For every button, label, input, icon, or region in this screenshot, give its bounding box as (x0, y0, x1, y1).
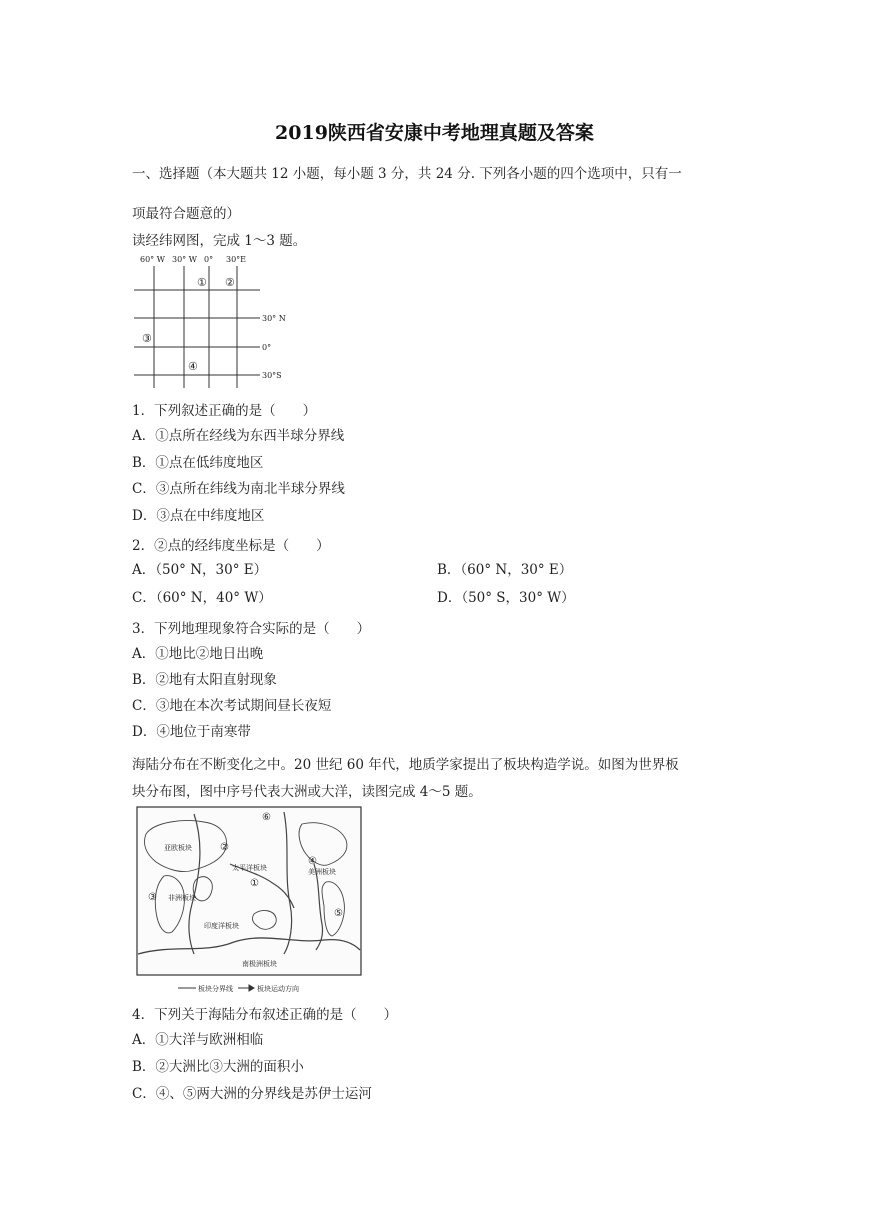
map-number: ③ (148, 892, 157, 903)
map-number: ② (220, 842, 229, 853)
point-marker: ① (197, 276, 207, 289)
map-number: ⑤ (334, 908, 343, 919)
intro-plates: 海陆分布在不断变化之中。20 世纪 60 年代，地质学家提出了板块构造学说。如图为世界板 (132, 757, 679, 773)
plate-label: 印度洋板块 (204, 922, 239, 930)
lon-label: 30°E (226, 255, 247, 264)
map-number: ① (250, 878, 259, 889)
map-number: ⑥ (262, 812, 271, 823)
option: D．（50° S，30° W） (437, 590, 575, 606)
map-number: ④ (308, 856, 317, 867)
question-3: 3．下列地理现象符合实际的是（ ） (132, 621, 371, 637)
world-plate-map (134, 804, 366, 996)
legend-boundary: 板块分界线 (198, 985, 233, 993)
lat-label: 0° (262, 343, 272, 352)
option: D．③点在中纬度地区 (132, 508, 265, 524)
plate-label: 南极洲板块 (242, 960, 277, 968)
option: B．①点在低纬度地区 (132, 455, 264, 471)
section-heading-cont: 项最符合题意的） (132, 206, 240, 222)
plate-label: 太平洋板块 (232, 864, 267, 872)
question-1: 1．下列叙述正确的是（ ） (132, 403, 317, 419)
option: A．①地比②地日出晚 (132, 646, 264, 662)
lat-lon-grid-map (130, 254, 290, 392)
page-title: 2019陕西省安康中考地理真题及答案 (275, 122, 594, 144)
plate-label: 美洲板块 (308, 868, 336, 876)
lon-label: 30° W (172, 255, 197, 264)
lon-label: 60° W (140, 255, 165, 264)
point-marker: ③ (142, 332, 152, 345)
option: A．①点所在经线为东西半球分界线 (132, 428, 345, 444)
intro-plates-cont: 块分布图，图中序号代表大洲或大洋，读图完成 4～5 题。 (132, 784, 482, 800)
option: C．④、⑤两大洲的分界线是苏伊士运河 (132, 1086, 372, 1102)
question-4: 4．下列关于海陆分布叙述正确的是（ ） (132, 1007, 398, 1023)
intro-grid: 读经纬网图，完成 1～3 题。 (132, 233, 307, 249)
question-2: 2．②点的经纬度坐标是（ ） (132, 538, 330, 554)
option: B．（60° N，30° E） (437, 562, 573, 578)
option: B．②地有太阳直射现象 (132, 672, 277, 688)
plate-label: 非洲板块 (168, 894, 196, 902)
option: D．④地位于南寒带 (132, 724, 251, 740)
option: A．（50° N，30° E） (132, 562, 268, 578)
point-marker: ② (225, 276, 235, 289)
legend-motion: 板块运动方向 (257, 985, 299, 993)
option: C．③点所在纬线为南北半球分界线 (132, 481, 345, 497)
lat-label: 30°S (262, 371, 282, 380)
section-heading: 一、选择题（本大题共 12 小题，每小题 3 分，共 24 分. 下列各小题的四个选项中，只有一 (132, 166, 682, 182)
lat-label: 30° N (262, 314, 286, 323)
option: C．（60° N，40° W） (132, 590, 272, 606)
lon-label: 0° (204, 255, 214, 264)
option: B．②大洲比③大洲的面积小 (132, 1059, 304, 1075)
option: A．①大洋与欧洲相临 (132, 1032, 264, 1048)
option: C．③地在本次考试期间昼长夜短 (132, 698, 332, 714)
plate-label: 亚欧板块 (164, 844, 192, 852)
point-marker: ④ (188, 360, 198, 373)
